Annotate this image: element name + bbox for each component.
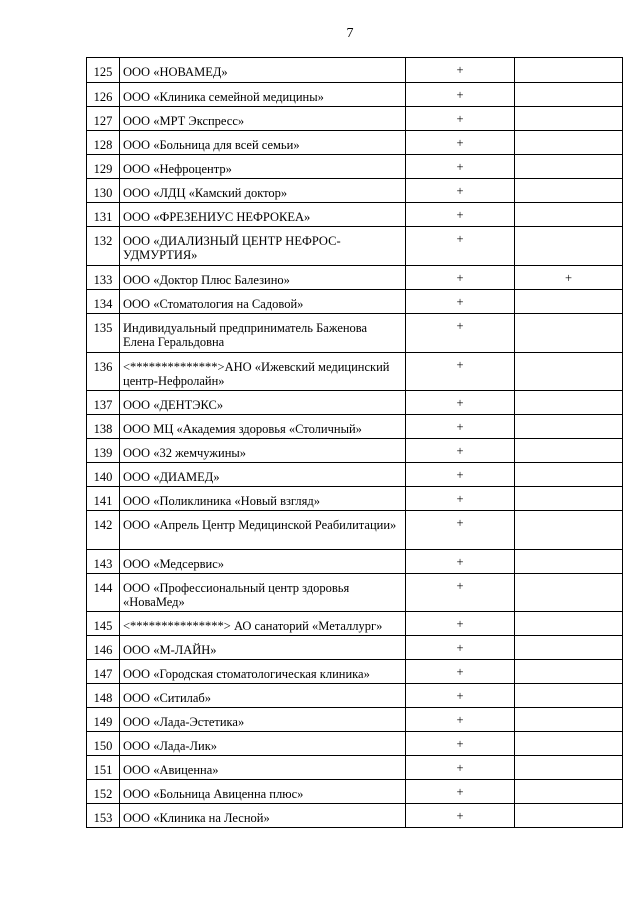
organization-name-cell: ООО «Лада-Эстетика» <box>120 708 406 732</box>
mark-cell-1: + <box>406 266 515 290</box>
table-row <box>87 391 623 415</box>
organization-name-cell: ООО «Профессиональный центр здоровья «НоваМед» <box>120 574 406 612</box>
table-row <box>87 684 623 708</box>
mark-cell-1: + <box>406 574 515 612</box>
organizations-table <box>86 57 623 828</box>
mark-cell-2: + <box>515 266 623 290</box>
mark-cell-1: + <box>406 756 515 780</box>
row-number-cell: 137 <box>87 391 120 415</box>
table-row <box>87 83 623 107</box>
mark-cell-1: + <box>406 353 515 391</box>
organization-name-cell: ООО «Клиника семейной медицины» <box>120 83 406 107</box>
organization-name-cell: ООО «Городская стоматологическая клиника» <box>120 660 406 684</box>
table-row <box>87 636 623 660</box>
table-row <box>87 511 623 550</box>
mark-cell-1: + <box>406 660 515 684</box>
table-row <box>87 107 623 131</box>
mark-cell-2 <box>515 391 623 415</box>
mark-cell-2 <box>515 660 623 684</box>
organization-name-cell: ООО «Доктор Плюс Балезино» <box>120 266 406 290</box>
mark-cell-1: + <box>406 636 515 660</box>
mark-cell-2 <box>515 684 623 708</box>
table-row <box>87 290 623 314</box>
table-row <box>87 131 623 155</box>
mark-cell-2 <box>515 463 623 487</box>
row-number-cell: 139 <box>87 439 120 463</box>
organization-name-cell: Индивидуальный предприниматель Баженова Елена Геральдовна <box>120 314 406 353</box>
row-number-cell: 135 <box>87 314 120 353</box>
mark-cell-1: + <box>406 708 515 732</box>
table-row <box>87 463 623 487</box>
mark-cell-2 <box>515 708 623 732</box>
mark-cell-2 <box>515 353 623 391</box>
mark-cell-2 <box>515 314 623 353</box>
row-number-cell: 129 <box>87 155 120 179</box>
row-number-cell: 144 <box>87 574 120 612</box>
mark-cell-1: + <box>406 612 515 636</box>
row-number-cell: 134 <box>87 290 120 314</box>
mark-cell-2 <box>515 732 623 756</box>
mark-cell-1: + <box>406 804 515 828</box>
mark-cell-2 <box>515 290 623 314</box>
row-number-cell: 153 <box>87 804 120 828</box>
table-row <box>87 203 623 227</box>
page-number: 7 <box>346 26 354 41</box>
row-number-cell: 126 <box>87 83 120 107</box>
table-row <box>87 439 623 463</box>
mark-cell-2 <box>515 155 623 179</box>
table-row <box>87 780 623 804</box>
mark-cell-2 <box>515 780 623 804</box>
mark-cell-2 <box>515 179 623 203</box>
mark-cell-2 <box>515 227 623 266</box>
table-row <box>87 58 623 83</box>
organization-name-cell: ООО «ДИАЛИЗНЫЙ ЦЕНТР НЕФРОС-УДМУРТИЯ» <box>120 227 406 266</box>
row-number-cell: 132 <box>87 227 120 266</box>
mark-cell-2 <box>515 131 623 155</box>
row-number-cell: 138 <box>87 415 120 439</box>
organization-name-cell: ООО «ДИАМЕД» <box>120 463 406 487</box>
mark-cell-1: + <box>406 155 515 179</box>
row-number-cell: 146 <box>87 636 120 660</box>
table-row <box>87 756 623 780</box>
table-body <box>87 58 623 828</box>
organization-name-cell: ООО «Больница для всей семьи» <box>120 131 406 155</box>
table-row <box>87 550 623 574</box>
table-row <box>87 612 623 636</box>
mark-cell-1: + <box>406 107 515 131</box>
row-number-cell: 130 <box>87 179 120 203</box>
mark-cell-1: + <box>406 684 515 708</box>
row-number-cell: 147 <box>87 660 120 684</box>
table-row <box>87 353 623 391</box>
mark-cell-2 <box>515 574 623 612</box>
row-number-cell: 152 <box>87 780 120 804</box>
mark-cell-1: + <box>406 83 515 107</box>
mark-cell-2 <box>515 756 623 780</box>
organization-name-cell: ООО «МРТ Экспресс» <box>120 107 406 131</box>
mark-cell-1: + <box>406 780 515 804</box>
mark-cell-2 <box>515 415 623 439</box>
mark-cell-2 <box>515 487 623 511</box>
organization-name-cell: ООО «НОВАМЕД» <box>120 58 406 83</box>
table-row <box>87 804 623 828</box>
row-number-cell: 140 <box>87 463 120 487</box>
organization-name-cell: ООО «Медсервис» <box>120 550 406 574</box>
row-number-cell: 125 <box>87 58 120 83</box>
row-number-cell: 150 <box>87 732 120 756</box>
mark-cell-2 <box>515 550 623 574</box>
mark-cell-1: + <box>406 203 515 227</box>
organization-name-cell: ООО «Больница Авиценна плюс» <box>120 780 406 804</box>
table-row <box>87 266 623 290</box>
organization-name-cell: ООО «Стоматология на Садовой» <box>120 290 406 314</box>
mark-cell-1: + <box>406 511 515 550</box>
row-number-cell: 128 <box>87 131 120 155</box>
organization-name-cell: ООО «ЛДЦ «Камский доктор» <box>120 179 406 203</box>
organization-name-cell: ООО «ДЕНТЭКС» <box>120 391 406 415</box>
mark-cell-1: + <box>406 131 515 155</box>
organization-name-cell: ООО «32 жемчужины» <box>120 439 406 463</box>
mark-cell-1: + <box>406 227 515 266</box>
mark-cell-2 <box>515 58 623 83</box>
mark-cell-1: + <box>406 314 515 353</box>
mark-cell-2 <box>515 636 623 660</box>
mark-cell-1: + <box>406 179 515 203</box>
organization-name-cell: <***************> АО санаторий «Металлург» <box>120 612 406 636</box>
mark-cell-1: + <box>406 58 515 83</box>
table-row <box>87 179 623 203</box>
mark-cell-1: + <box>406 487 515 511</box>
organization-name-cell: ООО «М-ЛАЙН» <box>120 636 406 660</box>
mark-cell-1: + <box>406 463 515 487</box>
mark-cell-1: + <box>406 732 515 756</box>
table-row <box>87 574 623 612</box>
row-number-cell: 148 <box>87 684 120 708</box>
table-row <box>87 487 623 511</box>
table-row <box>87 708 623 732</box>
mark-cell-2 <box>515 203 623 227</box>
mark-cell-1: + <box>406 415 515 439</box>
row-number-cell: 136 <box>87 353 120 391</box>
mark-cell-1: + <box>406 391 515 415</box>
mark-cell-1: + <box>406 290 515 314</box>
table-row <box>87 732 623 756</box>
organization-name-cell: ООО «Поликлиника «Новый взгляд» <box>120 487 406 511</box>
mark-cell-1: + <box>406 550 515 574</box>
row-number-cell: 127 <box>87 107 120 131</box>
organization-name-cell: ООО «Авиценна» <box>120 756 406 780</box>
mark-cell-2 <box>515 439 623 463</box>
table-row <box>87 415 623 439</box>
mark-cell-2 <box>515 612 623 636</box>
organization-name-cell: ООО «Ситилаб» <box>120 684 406 708</box>
organization-name-cell: ООО МЦ «Академия здоровья «Столичный» <box>120 415 406 439</box>
mark-cell-1: + <box>406 439 515 463</box>
mark-cell-2 <box>515 804 623 828</box>
organization-name-cell: <**************>АНО «Ижевский медицинский центр-Нефролайн» <box>120 353 406 391</box>
row-number-cell: 151 <box>87 756 120 780</box>
row-number-cell: 141 <box>87 487 120 511</box>
mark-cell-2 <box>515 83 623 107</box>
table-row <box>87 314 623 353</box>
organization-name-cell: ООО «Нефроцентр» <box>120 155 406 179</box>
organization-name-cell: ООО «Клиника на Лесной» <box>120 804 406 828</box>
row-number-cell: 149 <box>87 708 120 732</box>
row-number-cell: 145 <box>87 612 120 636</box>
table-row <box>87 227 623 266</box>
mark-cell-2 <box>515 511 623 550</box>
row-number-cell: 131 <box>87 203 120 227</box>
organization-name-cell: ООО «ФРЕЗЕНИУС НЕФРОКЕА» <box>120 203 406 227</box>
organization-name-cell: ООО «Апрель Центр Медицинской Реабилитации» <box>120 511 406 550</box>
row-number-cell: 133 <box>87 266 120 290</box>
mark-cell-2 <box>515 107 623 131</box>
table-row <box>87 660 623 684</box>
row-number-cell: 142 <box>87 511 120 550</box>
row-number-cell: 143 <box>87 550 120 574</box>
organization-name-cell: ООО «Лада-Лик» <box>120 732 406 756</box>
table-row <box>87 155 623 179</box>
